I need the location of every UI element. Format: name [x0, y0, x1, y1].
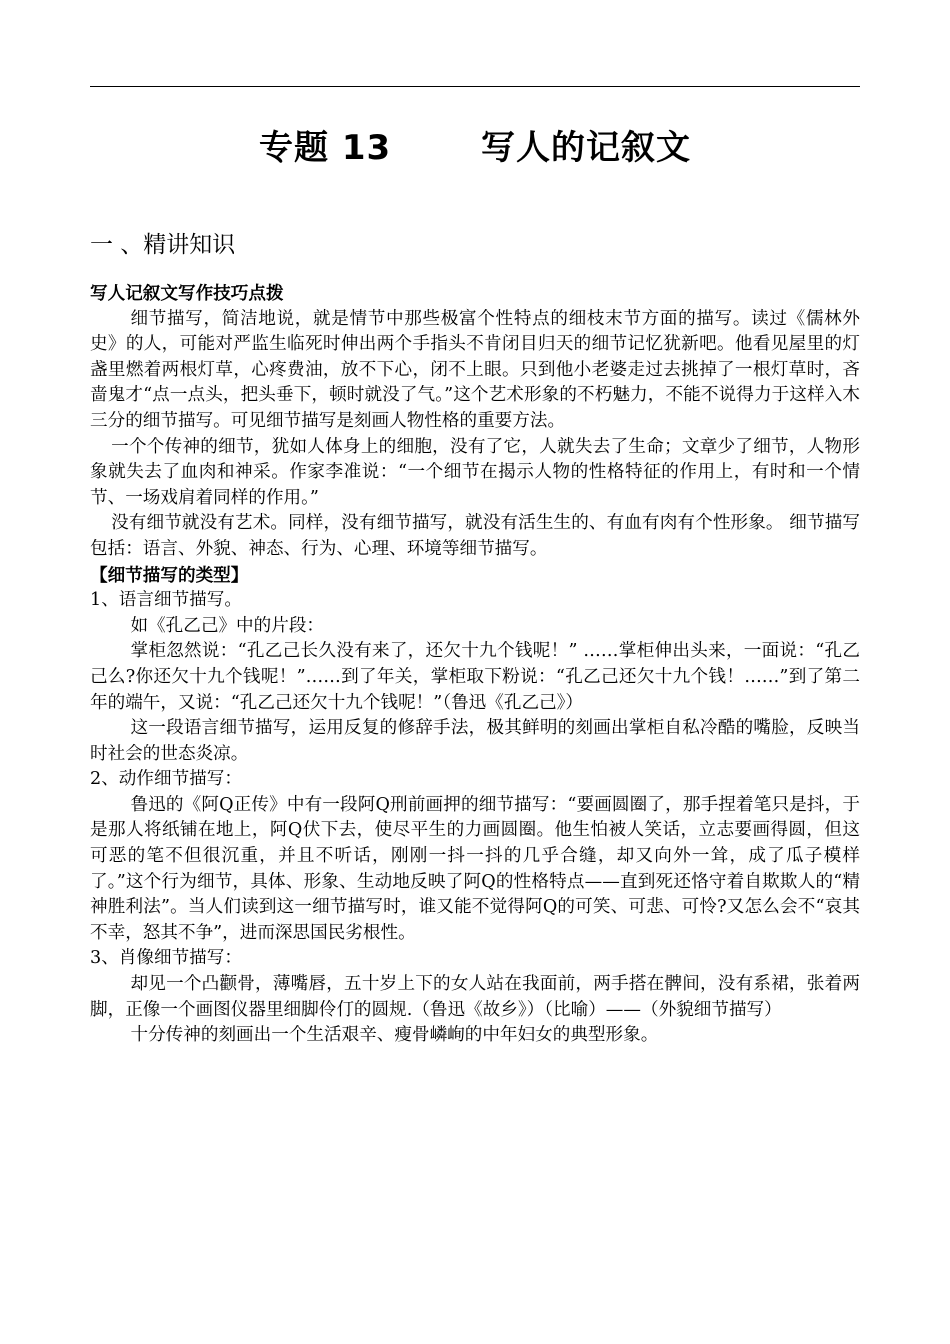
- header-rule: [90, 86, 860, 87]
- types-heading: 【细节描写的类型】: [90, 564, 249, 586]
- type1-line-1: 如《孔乙己》中的片段：: [130, 615, 325, 636]
- subheading: 写人记叙文写作技巧点拨: [90, 283, 284, 304]
- type3-line-2: 十分传神的刻画出一个生活艰辛、瘦骨嶙峋的中年妇女的典型形象。: [130, 1025, 659, 1046]
- paragraph-2: 一个个传神的细节，犹如人体身上的细胞，没有了它，人就失去了生命；文章少了细节，人物形象就失去了血肉和神采。作家李准说：“一个细节在揭示人物的性格特征的作用上，有时和一个情节、一场戏肩着同样的作用。”: [90, 436, 860, 508]
- type3-line-1: 却见一个凸颧骨，薄嘴唇，五十岁上下的女人站在我面前，两手搭在髀间，没有系裙，张着两脚，正像一个画图仪器里细脚伶仃的圆规.（鲁迅《故乡》）（比喻）——（外貌细节描写）: [90, 974, 860, 1020]
- paragraph-3: 没有细节就没有艺术。同样，没有细节描写，就没有活生生的、有血有肉有个性形象。 细节描写包括：语言、外貌、神态、行为、心理、环境等细节描写。: [90, 513, 860, 559]
- type1-line-2: 掌柜忽然说：“孔乙己长久没有来了，还欠十九个钱呢！” ……掌柜伸出头来，一面说：“孔乙己么?你还欠十九个钱呢！”……到了年关，掌柜取下粉说：“孔乙己还欠十九个钱！……”到了第二年的端午，又说：“孔乙己还欠十九个钱呢！”（鲁迅《孔乙己》）: [90, 641, 860, 713]
- page-title: 专题 13 写人的记叙文: [258, 128, 691, 168]
- document-body: [90, 281, 860, 1049]
- type2-line-1: 鲁迅的《阿Q正传》中有一段阿Q刑前画押的细节描写：“要画圆圈了，那手捏着笔只是抖，于是那人将纸铺在地上，阿Q伏下去，使尽平生的力画圆圈。他生怕被人笑话，立志要画得圆，但这可恶的笔不但很沉重，并且不听话，刚刚一抖一抖的几乎合缝，却又向外一耸，成了瓜子模样了。”这个行为细节，具体、形象、生动地反映了阿Q的性格特点——直到死还恪守着自欺欺人的“精神胜利法”。当人们读到这一细节描写时，谁又能不觉得阿Q的可笑、可悲、可怜?又怎么会不“哀其不幸，怒其不争”，进而深思国民劣根性。: [90, 794, 860, 943]
- type1-label: 1、语言细节描写。: [90, 590, 242, 611]
- type2-label: 2、动作细节描写：: [90, 769, 242, 790]
- type1-line-3: 这一段语言细节描写，运用反复的修辞手法，极其鲜明的刻画出掌柜自私冷酷的嘴脸，反映当时社会的世态炎凉。: [90, 718, 860, 764]
- section-heading: 一 、精讲知识: [90, 232, 236, 258]
- type3-label: 3、肖像细节描写：: [90, 948, 242, 969]
- paragraph-1: 细节描写，简洁地说，就是情节中那些极富个性特点的细枝末节方面的描写。读过《儒林外史》的人，可能对严监生临死时伸出两个手指头不肯闭目归天的细节记忆犹新吧。他看见屋里的灯盏里燃着两根灯草，心疼费油，放不下心，闭不上眼。只到他小老婆走过去挑掉了一根灯草时，吝啬鬼才“点一点头，把头垂下，顿时就没了气。”这个艺术形象的不朽魅力，不能不说得力于这样入木三分的细节描写。可见细节描写是刻画人物性格的重要方法。: [90, 308, 860, 431]
